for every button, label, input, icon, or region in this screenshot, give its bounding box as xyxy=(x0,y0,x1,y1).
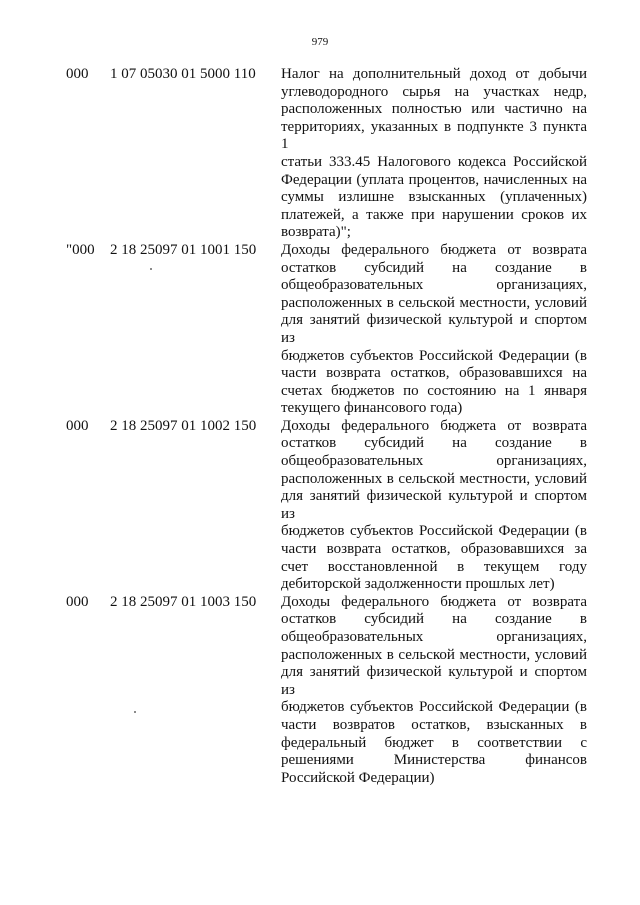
description-line: текущего финансового года) xyxy=(281,400,463,417)
entry-row xyxy=(0,66,640,242)
description-line: счет восстановленной в текущем году xyxy=(281,558,587,575)
entry-row xyxy=(0,418,640,594)
admin-code: 000 xyxy=(66,593,89,610)
description-line: расположенных в сельской местности, условий xyxy=(281,646,587,663)
description-line: счетах бюджетов по состоянию на 1 января xyxy=(281,382,587,399)
page-number: 979 xyxy=(311,36,329,48)
description-line: расположенных в сельской местности, условий xyxy=(281,470,587,487)
description-line: платежей, а также при нарушении сроков их xyxy=(281,206,587,223)
admin-code: 000 xyxy=(66,417,89,434)
description-line: бюджетов субъектов Российской Федерации (в xyxy=(281,347,587,364)
description-line: суммы излишне взысканных (уплаченных) xyxy=(281,189,587,206)
description-line: Федерации (уплата процентов, начисленных на xyxy=(281,171,587,188)
entry-row xyxy=(0,594,640,788)
admin-code: 000 xyxy=(66,66,89,82)
description-line: Доходы федерального бюджета от возврата xyxy=(281,417,587,434)
scan-speck xyxy=(150,268,152,270)
description-line: Доходы федерального бюджета от возврата xyxy=(281,593,587,610)
description-line: остатков субсидий на создание в xyxy=(281,259,587,276)
description-line: дебиторской задолженности прошлых лет) xyxy=(281,576,555,593)
description-line: территориях, указанных в подпункте 3 пункта 1 xyxy=(281,118,587,153)
revenue-code-list xyxy=(0,66,640,787)
description-line: части возврата остатков, образовавшихся за xyxy=(281,541,587,558)
description-line: федеральный бюджет в соответствии с xyxy=(281,734,587,751)
description-line: остатков субсидий на создание в xyxy=(281,435,587,452)
description-line: Налог на дополнительный доход от добычи xyxy=(281,66,587,82)
description-line: для занятий физической культурой и спортом из xyxy=(281,488,587,522)
description-line: части возвратов остатков, взысканных в xyxy=(281,716,587,733)
revenue-description xyxy=(281,594,587,788)
description-line: бюджетов субъектов Российской Федерации (в xyxy=(281,523,587,540)
budget-classification-code: 2 18 25097 01 1002 150 xyxy=(110,417,257,434)
description-line: углеводородного сырья на участках недр, xyxy=(281,83,587,100)
admin-code: "000 xyxy=(66,241,95,258)
scan-speck xyxy=(134,711,136,713)
description-line: части возврата остатков, образовавшихся на xyxy=(281,365,587,382)
description-line: Российской Федерации) xyxy=(281,769,435,786)
description-line: общеобразовательных организациях, xyxy=(281,629,587,645)
description-line: решениями Министерства финансов xyxy=(281,752,587,769)
description-line: расположенных полностью или частично на xyxy=(281,101,587,118)
description-line: общеобразовательных организациях, xyxy=(281,277,587,294)
revenue-description xyxy=(281,66,587,242)
description-line: Доходы федерального бюджета от возврата xyxy=(281,241,587,258)
budget-classification-code: 1 07 05030 01 5000 110 xyxy=(110,66,256,82)
budget-classification-code: 2 18 25097 01 1001 150 xyxy=(110,241,257,258)
description-line: бюджетов субъектов Российской Федерации (в xyxy=(281,699,587,716)
description-line: статьи 333.45 Налогового кодекса Российской xyxy=(281,153,587,170)
entry-row xyxy=(0,242,640,418)
description-line: для занятий физической культурой и спортом из xyxy=(281,664,587,698)
revenue-description xyxy=(281,242,587,418)
description-line: общеобразовательных организациях, xyxy=(281,453,587,470)
description-line: расположенных в сельской местности, условий xyxy=(281,294,587,311)
description-line: для занятий физической культурой и спортом из xyxy=(281,312,587,346)
revenue-description xyxy=(281,418,587,594)
description-line: возврата)"; xyxy=(281,224,351,241)
description-line: остатков субсидий на создание в xyxy=(281,611,587,628)
budget-classification-code: 2 18 25097 01 1003 150 xyxy=(110,593,257,610)
